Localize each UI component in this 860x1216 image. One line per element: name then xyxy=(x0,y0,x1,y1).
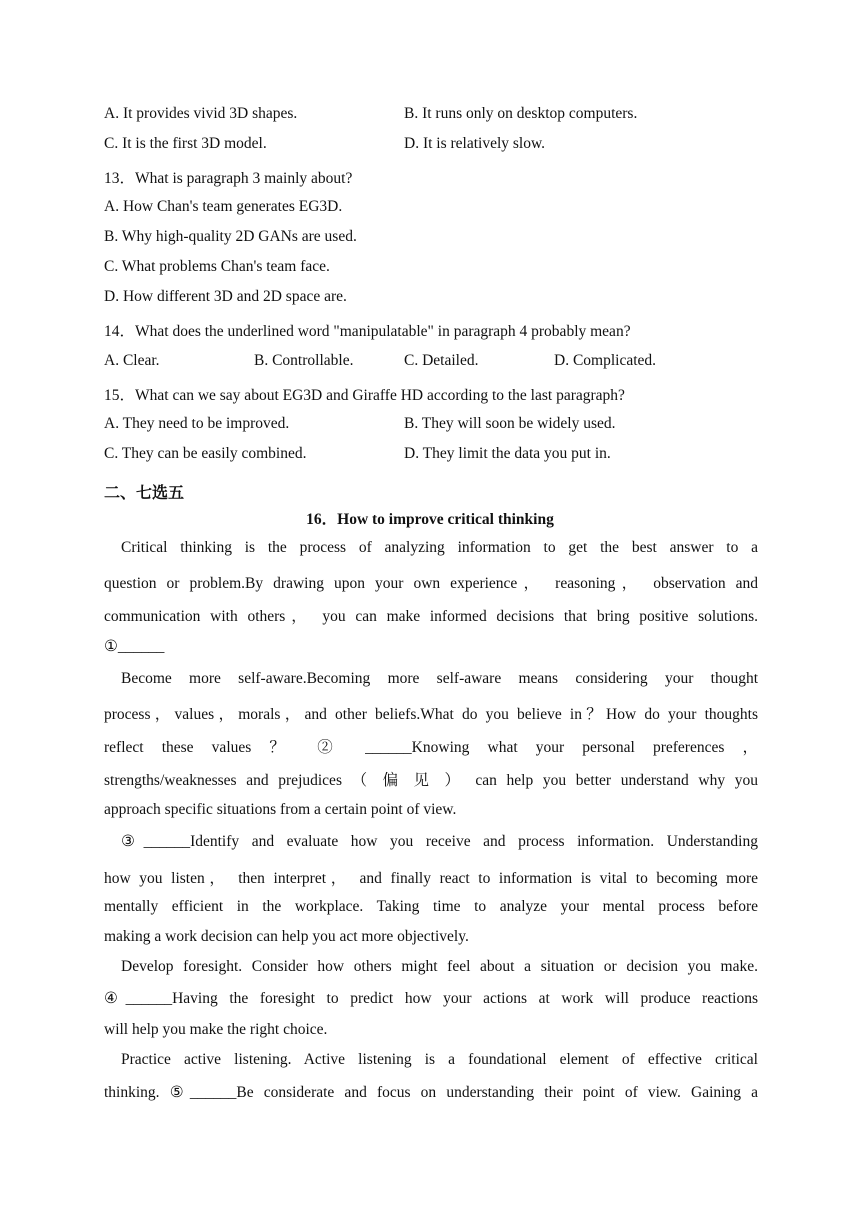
passage-line: strengths/weaknesses and prejudices （ 偏 见 ） can help you better understand why you xyxy=(104,772,758,789)
blank-1: ①______ xyxy=(104,638,165,655)
q13-option-d: D. How different 3D and 2D space are. xyxy=(104,288,347,305)
passage-line: process，values，morals，and other beliefs.What do you believe in？How do your thoughts xyxy=(104,706,758,723)
passage-line: making a work decision can help you act more objectively. xyxy=(104,928,469,945)
passage-line: Critical thinking is the process of analyzing information to get the best answer to a xyxy=(121,539,758,556)
q15-stem: 15．What can we say about EG3D and Giraffe HD according to the last paragraph? xyxy=(104,387,625,404)
q13-option-b: B. Why high-quality 2D GANs are used. xyxy=(104,228,357,245)
q13-option-c: C. What problems Chan's team face. xyxy=(104,258,330,275)
passage-line: Develop foresight. Consider how others might feel about a situation or decision you make. xyxy=(121,958,758,975)
passage-line: ③______Identify and evaluate how you receive and process information. Understanding xyxy=(121,833,758,850)
q15-option-b: B. They will soon be widely used. xyxy=(404,415,616,432)
q14-option-c: C. Detailed. xyxy=(404,352,479,369)
passage-line: reflect these values ？ ② ______Knowing what your personal preferences ， xyxy=(104,739,758,756)
passage-line: how you listen， then interpret， and finally react to information is vital to becoming more xyxy=(104,870,758,887)
passage-line: ④______Having the foresight to predict how your actions at work will produce reactions xyxy=(104,990,758,1007)
q14-option-b: B. Controllable. xyxy=(254,352,354,369)
q12-option-c: C. It is the first 3D model. xyxy=(104,135,267,152)
passage-line: question or problem.By drawing upon your own experience， reasoning， observation and xyxy=(104,575,758,592)
q15-option-d: D. They limit the data you put in. xyxy=(404,445,611,462)
q13-stem: 13．What is paragraph 3 mainly about? xyxy=(104,170,353,187)
passage-line: mentally efficient in the workplace. Taking time to analyze your mental process before xyxy=(104,898,758,915)
passage-line: Become more self-aware.Becoming more self-aware means considering your thought xyxy=(121,670,758,687)
q14-stem: 14．What does the underlined word "manipulatable" in paragraph 4 probably mean? xyxy=(104,323,631,340)
passage-line: approach specific situations from a certain point of view. xyxy=(104,801,457,818)
q12-option-a: A. It provides vivid 3D shapes. xyxy=(104,105,298,122)
passage-line: communication with others， you can make informed decisions that bring positive solutions. xyxy=(104,608,758,625)
passage-line: will help you make the right choice. xyxy=(104,1021,328,1038)
q14-option-d: D. Complicated. xyxy=(554,352,657,369)
q12-option-d: D. It is relatively slow. xyxy=(404,135,546,152)
q15-option-c: C. They can be easily combined. xyxy=(104,445,307,462)
q14-option-a: A. Clear. xyxy=(104,352,160,369)
passage-line: thinking. ⑤______Be considerate and focus on understanding their point of view. Gaining a xyxy=(104,1084,758,1101)
passage-line: Practice active listening. Active listening is a foundational element of effective critical xyxy=(121,1051,758,1068)
passage-title: 16．How to improve critical thinking xyxy=(306,511,554,528)
q12-option-b: B. It runs only on desktop computers. xyxy=(404,105,638,122)
section-heading: 二、七选五 xyxy=(104,485,185,502)
q13-option-a: A. How Chan's team generates EG3D. xyxy=(104,198,343,215)
q15-option-a: A. They need to be improved. xyxy=(104,415,290,432)
